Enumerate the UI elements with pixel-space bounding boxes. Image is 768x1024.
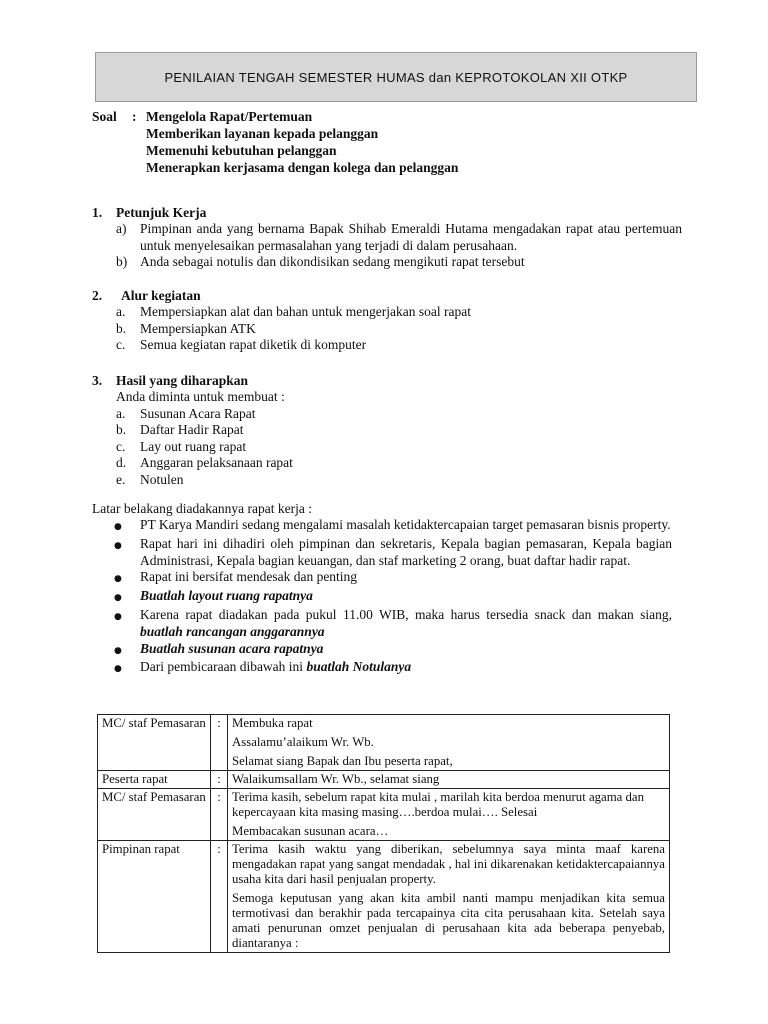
- table-row: [98, 715, 670, 771]
- colon-cell: :: [211, 771, 228, 789]
- utterance-line: Membuka rapat: [232, 716, 313, 730]
- bullet-icon: ●: [114, 574, 122, 585]
- utterance-line: Membacakan susunan acara…: [232, 824, 389, 838]
- bullet-text: Rapat ini bersifat mendesak dan penting: [140, 569, 358, 585]
- dialog-table: [97, 714, 670, 953]
- bullet-icon: ●: [114, 540, 122, 551]
- speaker-cell: Peserta rapat: [98, 771, 211, 789]
- list-item: Lay out ruang rapat: [140, 438, 247, 454]
- bullet-text: PT Karya Mandiri sedang mengalami masalah ketidaktercapaian target pemasaran bisnis property.: [140, 517, 671, 532]
- utterance-line: Selamat siang Bapak dan Ibu peserta rapat,: [232, 754, 453, 768]
- bullet-text: Rapat hari ini dihadiri oleh pimpinan dan sekretaris, Kepala bagian pemasaran, Kepala bagian Administrasi, Kepala bagian keuangan, dan staf marketing 2 orang, buat daftar hadir rapat.: [140, 535, 672, 568]
- table-row: [98, 841, 670, 953]
- soal-item: Mengelola Rapat/Pertemuan: [146, 109, 313, 124]
- soal-item: Menerapkan kerjasama dengan kolega dan pelanggan: [146, 160, 459, 175]
- speaker-cell: MC/ staf Pemasaran: [98, 789, 211, 841]
- section-title: Petunjuk Kerja: [116, 205, 207, 220]
- section-number: 3.: [92, 373, 103, 388]
- utterance-line: Semoga keputusan yang akan kita ambil nanti mampu menjadikan kita semua termotivasi dan berakhir pada tercapainya cita cita perusahaan kita. Setelah saya amati penurunan omzet penjualan di perusahaan kita ada beberapa penyebab, diantaranya :: [232, 891, 665, 950]
- colon-cell: :: [211, 789, 228, 841]
- list-item: Semua kegiatan rapat diketik di komputer: [140, 337, 367, 352]
- section-alur-kegiatan: [92, 287, 682, 354]
- soal-colon: :: [132, 109, 137, 124]
- bullet-icon: ●: [114, 664, 122, 675]
- list-marker: b.: [116, 422, 127, 437]
- section-number: 1.: [92, 205, 103, 220]
- list-marker: a): [116, 221, 127, 236]
- list-marker: a.: [116, 304, 126, 319]
- bullet-icon: ●: [114, 611, 122, 622]
- bullet-text: Dari pembicaraan dibawah ini: [140, 659, 307, 675]
- utterance-cell: [228, 715, 670, 771]
- list-marker: e.: [116, 471, 126, 487]
- section-number: 2.: [92, 288, 103, 303]
- table-row: [98, 771, 670, 789]
- list-marker: c.: [116, 438, 126, 454]
- list-marker: c.: [116, 337, 126, 352]
- background-title: Latar belakang diadakannya rapat kerja :: [92, 501, 313, 516]
- list-item: Mempersiapkan alat dan bahan untuk mengerjakan soal rapat: [140, 304, 472, 319]
- utterance-cell: [228, 789, 670, 841]
- section-title: Alur kegiatan: [121, 288, 201, 303]
- bullet-icon: ●: [114, 645, 122, 656]
- list-marker: d.: [116, 455, 127, 470]
- bullet-text: Buatlah susunan acara rapatnya: [140, 640, 324, 656]
- section-hasil: [92, 372, 682, 488]
- colon-cell: :: [211, 841, 228, 953]
- page-header: [95, 52, 697, 102]
- utterance-line: Terima kasih, sebelum rapat kita mulai , marilah kita berdoa menurut agama dan kepercayaan kita masing masing….berdoa mulai…. Selesai: [232, 790, 645, 819]
- list-marker: a.: [116, 405, 126, 421]
- bullet-emphasis: buatlah rancangan anggarannya: [140, 623, 325, 639]
- speaker-cell: MC/ staf Pemasaran: [98, 715, 211, 771]
- speaker-cell: Pimpinan rapat: [98, 841, 211, 953]
- list-item: Anda sebagai notulis dan dikondisikan sedang mengikuti rapat tersebut: [140, 254, 525, 269]
- colon-cell: :: [211, 715, 228, 771]
- list-item: Daftar Hadir Rapat: [140, 422, 244, 437]
- utterance-line: Walaikumsallam Wr. Wb., selamat siang: [232, 772, 440, 786]
- bullet-icon: ●: [114, 522, 122, 532]
- utterance-line: Terima kasih waktu yang diberikan, sebelumnya saya minta maaf karena mengadakan rapat yang sangat mendadak , hal ini dikarenakan ketidaktercapaiannya usaha kita dari hasil penjualan property.: [232, 842, 665, 886]
- list-marker: b): [116, 254, 128, 269]
- utterance-cell: [228, 841, 670, 953]
- section-intro: Anda diminta untuk membuat :: [116, 389, 285, 404]
- list-marker: b.: [116, 320, 127, 336]
- list-item: Pimpinan anda yang bernama Bapak Shihab Emeraldi Hutama mengadakan rapat atau pertemuan untuk menyelesaikan permasalahan yang terjadi di dalam perusahaan.: [140, 221, 682, 253]
- list-item: Notulen: [140, 471, 184, 487]
- list-item: Mempersiapkan ATK: [140, 320, 256, 336]
- soal-label: Soal: [92, 109, 117, 124]
- bullet-emphasis: buatlah Notulanya: [306, 659, 412, 675]
- section-petunjuk-kerja: [92, 204, 682, 271]
- utterance-cell: [228, 771, 670, 789]
- bullet-text: Karena rapat diadakan pada pukul 11.00 WIB, maka harus tersedia snack dan makan siang,: [140, 606, 672, 622]
- bullet-text: Buatlah layout ruang rapatnya: [140, 588, 313, 604]
- soal-item: Memberikan layanan kepada pelanggan: [146, 126, 379, 141]
- section-title: Hasil yang diharapkan: [116, 373, 249, 388]
- table-row: [98, 789, 670, 841]
- list-item: Susunan Acara Rapat: [140, 405, 256, 421]
- background-bullets: [114, 517, 672, 678]
- bullet-icon: ●: [114, 593, 122, 604]
- list-item: Anggaran pelaksanaan rapat: [140, 455, 293, 470]
- soal-block: [92, 108, 712, 176]
- page-title: PENILAIAN TENGAH SEMESTER HUMAS dan KEPROTOKOLAN XII OTKP: [164, 69, 628, 85]
- soal-item: Memenuhi kebutuhan pelanggan: [146, 143, 337, 158]
- utterance-line: Assalamu’alaikum Wr. Wb.: [232, 735, 374, 749]
